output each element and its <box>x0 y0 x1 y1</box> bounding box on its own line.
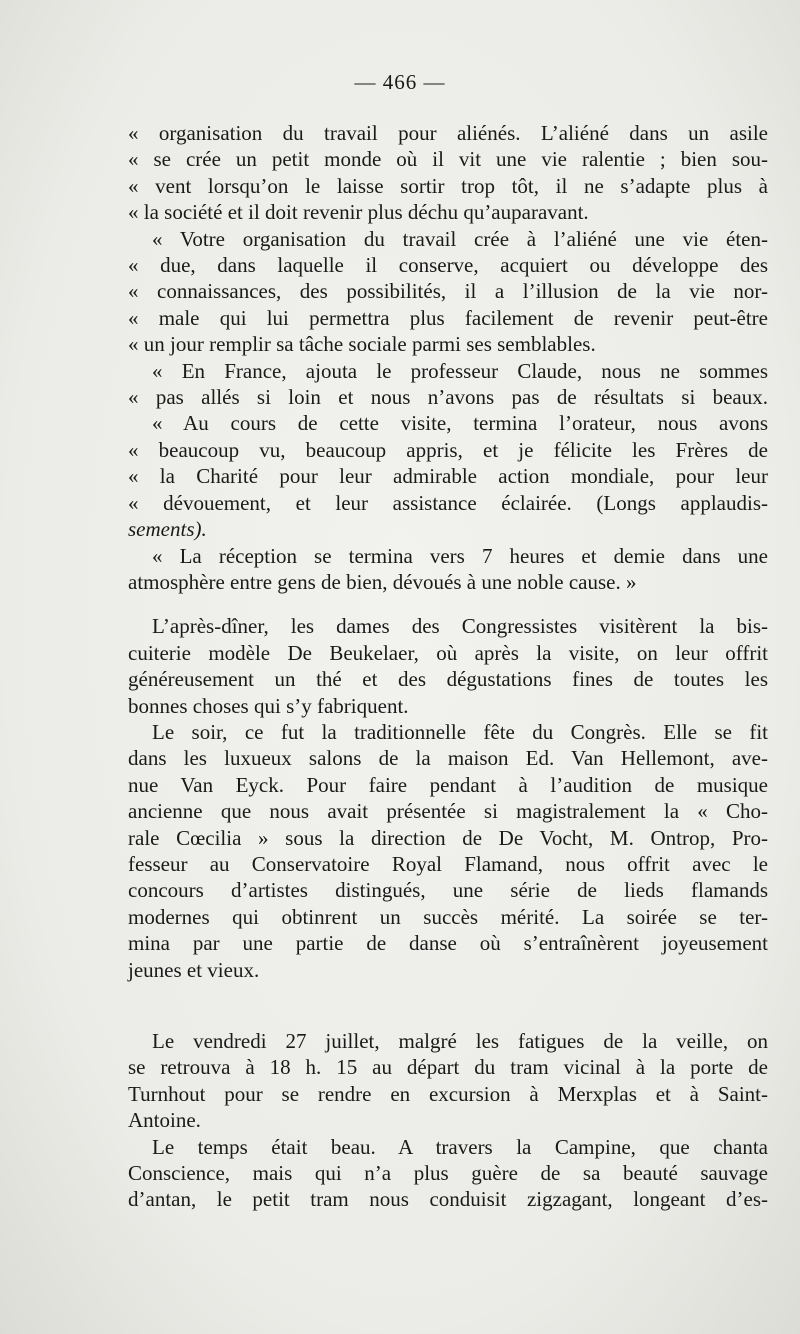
text-line: fesseur au Conservatoire Royal Flamand, nous offrit avec le <box>128 851 768 876</box>
text-line: « vent lorsqu’on le laisse sortir trop tôt, il ne s’adapte plus à <box>128 173 768 198</box>
text-line: jeunes et vieux. <box>128 957 260 982</box>
text-line: mina par une partie de danse où s’entraînèrent joyeusement <box>128 931 768 956</box>
text-line: « un jour remplir sa tâche sociale parmi ses semblables. <box>128 332 596 357</box>
text-line: concours d’artistes distingués, une série de lieds flamands <box>128 878 768 903</box>
text-line: généreusement un thé et des dégustations fines de toutes les <box>128 667 768 692</box>
text-line: « Au cours de cette visite, termina l’orateur, nous avons <box>152 411 768 436</box>
text-line: « connaissances, des possibilités, il a l’illusion de la vie nor- <box>128 279 768 304</box>
page-number: — 466 — <box>354 70 446 94</box>
text-line: Antoine. <box>128 1108 201 1133</box>
text-line: L’après-dîner, les dames des Congressistes visitèrent la bis- <box>152 614 768 639</box>
text-line: d’antan, le petit tram nous conduisit zigzagant, longeant d’es- <box>128 1187 768 1212</box>
text-line: « En France, ajouta le professeur Claude, nous ne sommes <box>152 358 768 383</box>
text-line: « se crée un petit monde où il vit une vie ralentie ; bien sou- <box>128 147 768 172</box>
text-line: cuiterie modèle De Beukelaer, où après la visite, on leur offrit <box>128 640 768 665</box>
text-line: ancienne que nous avait présentée si magistralement la « Cho- <box>128 799 768 824</box>
text-line: nue Van Eyck. Pour faire pendant à l’audition de musique <box>128 772 768 797</box>
text-line: dans les luxueux salons de la maison Ed. Van Hellemont, ave- <box>128 746 768 771</box>
text-line: « la société et il doit revenir plus déchu qu’auparavant. <box>128 200 589 225</box>
text-line: rale Cœcilia » sous la direction de De Vocht, M. Ontrop, Pro- <box>128 825 768 850</box>
text-line: bonnes choses qui s’y fabriquent. <box>128 693 409 718</box>
text-line: « due, dans laquelle il conserve, acquiert ou développe des <box>128 253 768 278</box>
text-line: « dévouement, et leur assistance éclairée. (Longs applaudis- <box>128 490 768 515</box>
text-line: « pas allés si loin et nous n’avons pas de résultats si beaux. <box>128 385 768 410</box>
text-line: Conscience, mais qui n’a plus guère de sa beauté sauvage <box>128 1161 768 1186</box>
text-line: « la Charité pour leur admirable action mondiale, pour leur <box>128 464 768 489</box>
text-line: « Votre organisation du travail crée à l’aliéné une vie éten- <box>152 226 768 251</box>
body-text <box>128 120 768 1213</box>
text-line: « organisation du travail pour aliénés. L’aliéné dans un asile <box>128 121 768 145</box>
text-line: modernes qui obtinrent un succès mérité. La soirée se ter- <box>128 904 768 929</box>
text-line: Turnhout pour se rendre en excursion à Merxplas et à Saint- <box>128 1081 768 1106</box>
text-line: Le temps était beau. A travers la Campine, que chanta <box>152 1134 768 1159</box>
text-line: « beaucoup vu, beaucoup appris, et je félicite les Frères de <box>128 437 768 462</box>
text-line: Le vendredi 27 juillet, malgré les fatigues de la veille, on <box>152 1029 768 1053</box>
text-line: atmosphère entre gens de bien, dévoués à une noble cause. » <box>128 569 637 594</box>
text-line: « La réception se termina vers 7 heures et demie dans une <box>152 543 768 568</box>
text-line: se retrouva à 18 h. 15 au départ du tram vicinal à la porte de <box>128 1055 768 1080</box>
text-line: Le soir, ce fut la traditionnelle fête du Congrès. Elle se fit <box>152 719 768 744</box>
text-line: « male qui lui permettra plus facilement de revenir peut-être <box>128 305 768 330</box>
text-line: sements). <box>128 517 207 542</box>
